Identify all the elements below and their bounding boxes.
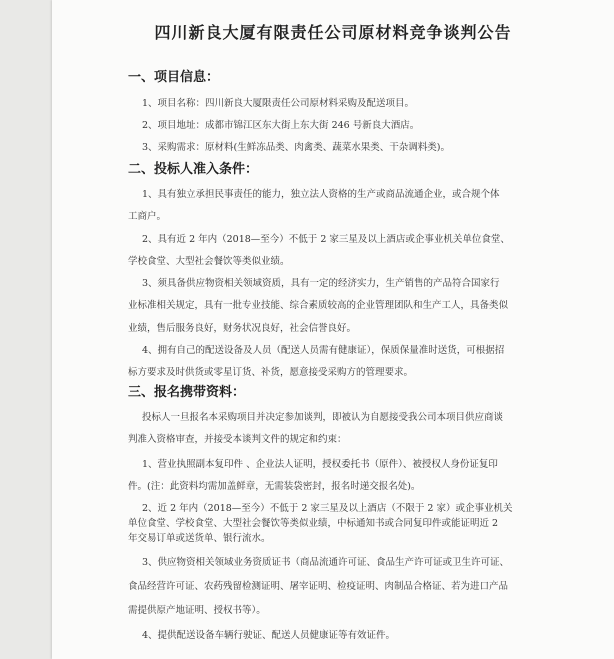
paragraph-line: 2、近 2 年内（2018—至今）不低于 2 家三星及以上酒店（不限于 2 家）或企事业机关 [142, 503, 513, 514]
paragraph-line: 2、项目地址：成都市锦江区东大街上东大街 246 号新良大酒店。 [142, 120, 420, 131]
paragraph-line: 判准入资格审查，并接受本谈判文件的规定和约束： [128, 434, 347, 445]
section-heading-project-info: 一、项目信息： [128, 70, 220, 85]
paragraph-line: 食品经营许可证、农药残留检测证明、屠宰证明、检疫证明、肉制品合格证、若为进口产品 [128, 581, 509, 592]
paragraph-line: 3、须具备供应物资相关领域资质，具有一定的经济实力，生产销售的产品符合国家行 [142, 278, 500, 289]
paragraph-line: 标方要求及时供货或零星订货、补货，愿意接受采购方的管理要求。 [128, 367, 414, 378]
paragraph-line: 投标人一旦报名本采购项目并决定参加谈判，即被认为自愿接受我公司本项目供应商谈 [142, 412, 504, 423]
paragraph-line: 4、提供配送设备车辆行驶证、配送人员健康证等有效证件。 [142, 630, 396, 641]
paragraph-line: 3、采购需求：原材料(生鲜冻品类、肉禽类、蔬菜水果类、干杂调料类)。 [142, 142, 450, 153]
paragraph-line: 年交易订单或送货单、银行流水。 [128, 533, 271, 544]
paragraph-line: 单位食堂、学校食堂、大型社会餐饮等类似业绩，中标通知书或合同复印件或能证明近 2 [128, 518, 499, 529]
section-heading-registration-materials: 三、报名携带资料： [128, 385, 246, 400]
paragraph-line: 2、具有近 2 年内（2018—至今）不低于 2 家三星及以上酒店或企事业机关单位食堂、 [142, 234, 510, 245]
paragraph-line: 1、营业执照副本复印件 、企业法人证明，授权委托书（原件）、被授权人身份证复印 [142, 459, 498, 470]
document-title: 四川新良大厦有限责任公司原材料竞争谈判公告 [154, 23, 512, 42]
paragraph-line: 业绩，售后服务良好，财务状况良好，社会信誉良好。 [128, 323, 357, 334]
paragraph-line: 业标准相关规定，具有一批专业技能、综合素质较高的企业管理团队和生产工人，具备类似 [128, 300, 509, 311]
paragraph-line: 3、供应物资相关领域业务资质证书（商品流通许可证、食品生产许可证或卫生许可证、 [142, 557, 510, 568]
paragraph-line: 件。(注：此资料均需加盖鲜章，无需装袋密封，报名时递交报名处)。 [128, 481, 421, 492]
paragraph-line: 学校食堂、大型社会餐饮等类似业绩。 [128, 256, 290, 267]
paragraph-line: 需提供原产地证明、授权书等）。 [128, 605, 266, 616]
document-page [52, 0, 614, 659]
paragraph-line: 1、具有独立承担民事责任的能力，独立法人资格的生产或商品流通企业，或合规个体 [142, 189, 500, 200]
paragraph-line: 工商户。 [128, 211, 167, 222]
section-heading-bidder-requirements: 二、投标人准入条件： [128, 162, 259, 177]
paragraph-line: 1、项目名称：四川新良大厦限责任公司原材料采购及配送项目。 [142, 98, 415, 109]
paragraph-line: 4、拥有自己的配送设备及人员（配送人员需有健康证），保质保量准时送货，可根据招 [142, 345, 505, 356]
